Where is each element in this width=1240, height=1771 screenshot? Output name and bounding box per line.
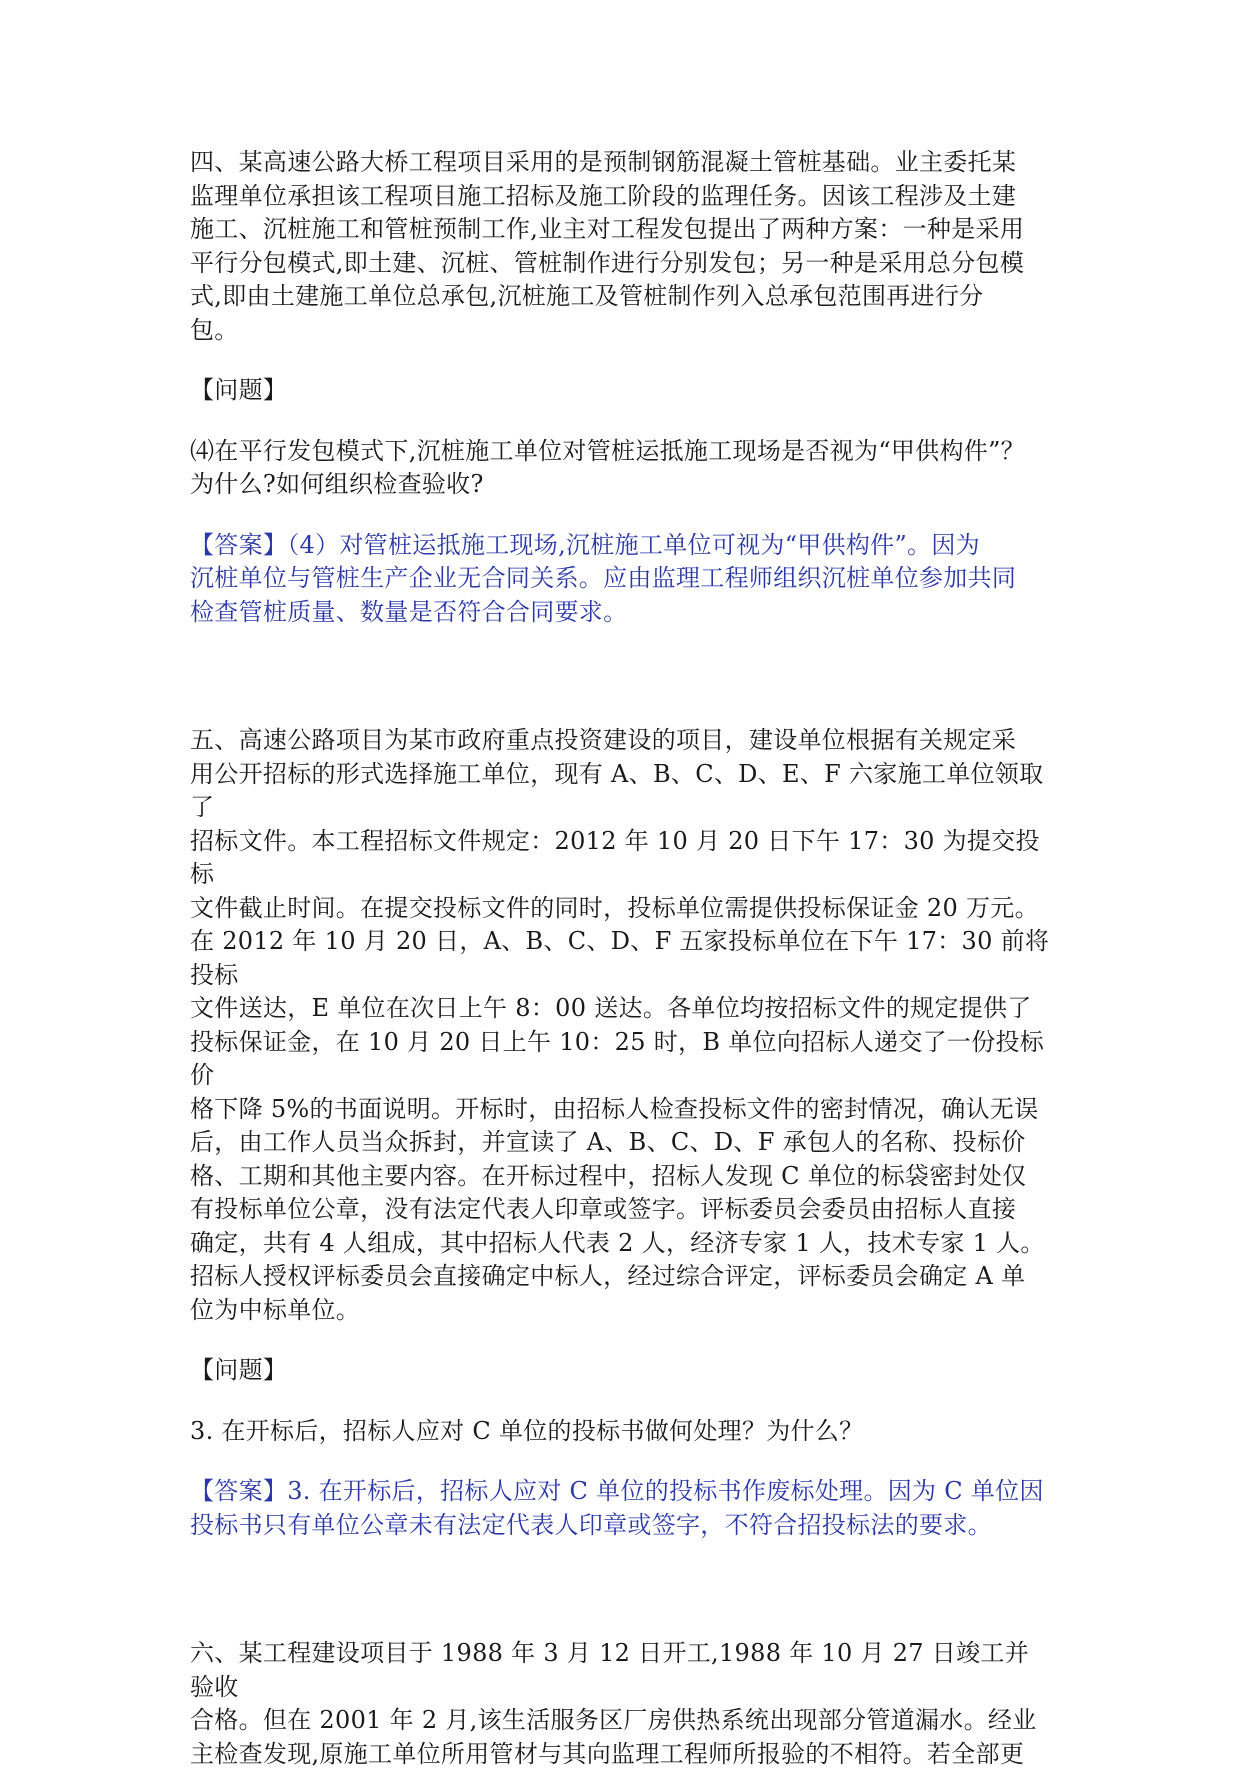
answer-line: 沉桩单位与管桩生产企业无合同关系。应由监理工程师组织沉桩单位参加共同 bbox=[190, 562, 1050, 596]
text-line: 投标保证金，在 10 月 20 日上午 10：25 时，B 单位向招标人递交了一份投标价 bbox=[190, 1026, 1050, 1093]
text-line: 格、工期和其他主要内容。在开标过程中，招标人发现 C 单位的标袋密封处仅 bbox=[190, 1160, 1050, 1194]
text-line: 包。 bbox=[190, 314, 1050, 348]
text-line: 格下降 5%的书面说明。开标时，由招标人检查投标文件的密封情况，确认无误 bbox=[190, 1093, 1050, 1127]
answer-line: 【答案】（4）对管桩运抵施工现场,沉桩施工单位可视为“甲供构件”。因为 bbox=[190, 529, 1050, 563]
text-line: 六、某工程建设项目于 1988 年 3 月 12 日开工,1988 年 10 月 27 日竣工并验收 bbox=[190, 1637, 1050, 1704]
question-line: 3. 在开标后，招标人应对 C 单位的投标书做何处理？为什么？ bbox=[190, 1415, 1050, 1449]
section-4-body bbox=[190, 146, 1050, 347]
question-heading: 【问题】 bbox=[190, 374, 1050, 408]
text-line: 平行分包模式,即土建、沉桩、管桩制作进行分别发包；另一种是采用总分包模 bbox=[190, 247, 1050, 281]
text-line: 监理单位承担该工程项目施工招标及施工阶段的监理任务。因该工程涉及土建 bbox=[190, 180, 1050, 214]
document-page bbox=[190, 146, 1050, 1771]
section-5-answer bbox=[190, 1475, 1050, 1542]
section-4-answer bbox=[190, 529, 1050, 630]
text-line: 招标文件。本工程招标文件规定：2012 年 10 月 20 日下午 17：30 为提交投标 bbox=[190, 825, 1050, 892]
answer-line: 投标书只有单位公章未有法定代表人印章或签字，不符合招投标法的要求。 bbox=[190, 1509, 1050, 1543]
text-line: 文件截止时间。在提交投标文件的同时，投标单位需提供投标保证金 20 万元。 bbox=[190, 892, 1050, 926]
text-line: 位为中标单位。 bbox=[190, 1294, 1050, 1328]
answer-line: 【答案】3. 在开标后，招标人应对 C 单位的投标书作废标处理。因为 C 单位因 bbox=[190, 1475, 1050, 1509]
text-line: 有投标单位公章，没有法定代表人印章或签字。评标委员会委员由招标人直接 bbox=[190, 1193, 1050, 1227]
text-line: 式,即由土建施工单位总承包,沉桩施工及管桩制作列入总承包范围再进行分 bbox=[190, 280, 1050, 314]
text-line: 合格。但在 2001 年 2 月,该生活服务区厂房供热系统出现部分管道漏水。经业 bbox=[190, 1704, 1050, 1738]
text-line: 四、某高速公路大桥工程项目采用的是预制钢筋混凝土管桩基础。业主委托某 bbox=[190, 146, 1050, 180]
question-heading: 【问题】 bbox=[190, 1354, 1050, 1388]
text-line: 五、高速公路项目为某市政府重点投资建设的项目，建设单位根据有关规定采 bbox=[190, 724, 1050, 758]
text-line: 在 2012 年 10 月 20 日，A、B、C、D、F 五家投标单位在下午 17：30 前将投标 bbox=[190, 925, 1050, 992]
text-line: 用公开招标的形式选择施工单位，现有 A、B、C、D、E、F 六家施工单位领取了 bbox=[190, 758, 1050, 825]
question-line: 为什么?如何组织检查验收? bbox=[190, 468, 1050, 502]
text-line: 主检查发现,原施工单位所用管材与其向监理工程师所报验的不相符。若全部更 bbox=[190, 1738, 1050, 1771]
question-line: ⑷在平行发包模式下,沉桩施工单位对管桩运抵施工现场是否视为“甲供构件”？ bbox=[190, 435, 1050, 469]
section-5-body bbox=[190, 724, 1050, 1327]
text-line: 确定，共有 4 人组成，其中招标人代表 2 人，经济专家 1 人，技术专家 1 人。 bbox=[190, 1227, 1050, 1261]
section-4-question bbox=[190, 435, 1050, 502]
text-line: 施工、沉桩施工和管桩预制工作,业主对工程发包提出了两种方案：一种是采用 bbox=[190, 213, 1050, 247]
text-line: 文件送达，E 单位在次日上午 8：00 送达。各单位均按招标文件的规定提供了 bbox=[190, 992, 1050, 1026]
text-line: 后，由工作人员当众拆封，并宣读了 A、B、C、D、F 承包人的名称、投标价 bbox=[190, 1126, 1050, 1160]
text-line: 招标人授权评标委员会直接确定中标人，经过综合评定，评标委员会确定 A 单 bbox=[190, 1260, 1050, 1294]
section-6-body bbox=[190, 1637, 1050, 1771]
section-5-question bbox=[190, 1415, 1050, 1449]
answer-line: 检查管桩质量、数量是否符合合同要求。 bbox=[190, 596, 1050, 630]
